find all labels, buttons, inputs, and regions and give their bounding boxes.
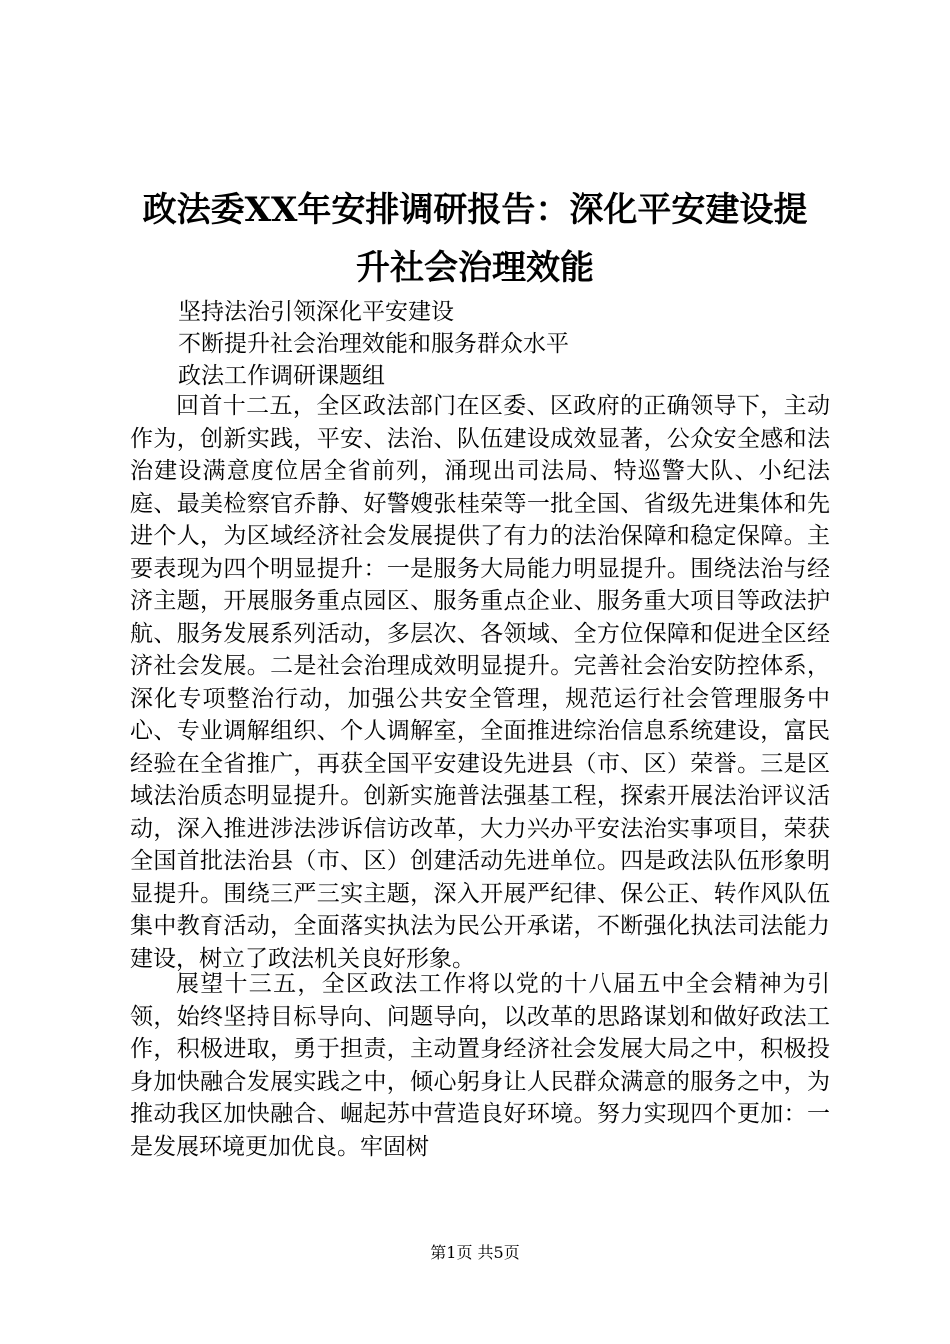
document-title-line-1: 政法委XX年安排调研报告：深化平安建设提: [142, 190, 808, 230]
document-title-line-2: 升社会治理效能: [356, 248, 594, 288]
author-line: 政法工作调研课题组: [178, 363, 385, 389]
body-paragraph-1: 回首十二五，全区政法部门在区委、区政府的正确领导下，主动作为，创新实践，平安、法治、队伍建设成效显著，公众安全感和法治建设满意度位居全省前列，涌现出司法局、特巡警大队、小纪法庭、最美检察官乔静、好警嫂张桂荣等一批全国、省级先进集体和先进个人，为区域经济社会发展提供了有力的法治保障和稳定保障。主要表现为四个明显提升：一是服务大局能力明显提升。围绕法治与经济主题，开展服务重点园区、服务重点企业、服务重大项目等政法护航、服务发展系列活动，多层次、各领域、全方位保障和促进全区经济社会发展。二是社会治理成效明显提升。完善社会治安防控体系，深化专项整治行动，加强公共安全管理，规范运行社会管理服务中心、专业调解组织、个人调解室，全面推进综治信息系统建设，富民经验在全省推广，再获全国平安建设先进县（市、区）荣誉。三是区域法治质态明显提升。创新实施普法强基工程，探索开展法治评议活动，深入推进涉法涉诉信访改革，大力兴办平安法治实事项目，荣获全国首批法治县（市、区）创建活动先进单位。四是政法队伍形象明显提升。围绕三严三实主题，深入开展严纪律、保公正、转作风队伍集中教育活动，全面落实执法为民公开承诺，不断强化执法司法能力建设，树立了政法机关良好形象。: [130, 393, 830, 972]
body-paragraph-2: 展望十三五，全区政法工作将以党的十八届五中全会精神为引领，始终坚持目标导向、问题导向，以改革的思路谋划和做好政法工作，积极进取，勇于担责，主动置身经济社会发展大局之中，积极投身加快融合发展实践之中，倾心躬身让人民群众满意的服务之中，为推动我区加快融合、崛起苏中营造良好环境。努力实现四个更加：一是发展环境更加优良。牢固树: [130, 971, 830, 1160]
page-footer: 第1页 共5页: [430, 1243, 520, 1262]
subtitle-1: 坚持法治引领深化平安建设: [178, 299, 454, 325]
subtitle-2: 不断提升社会治理效能和服务群众水平: [178, 331, 569, 357]
